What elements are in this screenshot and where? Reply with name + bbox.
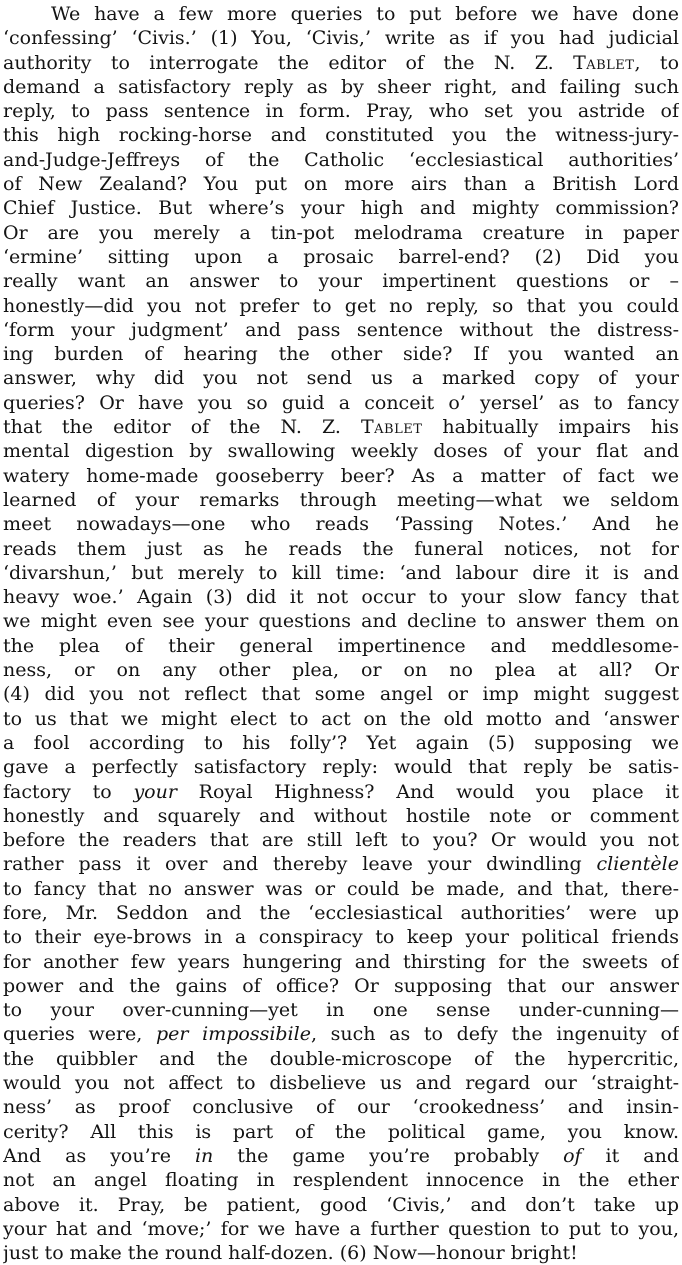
text-segment: for another few years hungering and thirsting for the sweets of [3,950,679,973]
text-segment: to us that we might elect to act on the old motto and ‘answer [3,707,679,730]
text-segment: ness, or on any other plea, or on no plea at all? Or [3,659,679,682]
text-segment: ‘ermine’ sitting upon a prosaic barrel-end? (2) Did you [3,245,679,268]
text-segment: We have a few more queries to put before we have done [51,3,679,25]
text-segment: a fool according to his folly’? Yet again (5) supposing we [3,731,679,754]
text-line [3,561,679,585]
text-line [3,852,679,876]
text-line [3,1120,679,1144]
text-line [3,1217,679,1241]
text-line [3,1071,679,1095]
text-line [3,682,679,706]
text-segment: the plea of their general impertinence and meddlesome- [3,634,679,657]
text-segment: ing burden of hearing the other side? If you wanted an [3,343,679,366]
text-segment: ness’ as proof conclusive of our ‘crookedness’ and insin- [3,1096,679,1119]
text-line [3,974,679,998]
text-segment: of New Zealand? You put on more airs than a British Lord [3,173,679,196]
text-line [3,901,679,925]
text-line [3,123,679,147]
italic-text: clientèle [596,853,679,876]
text-line [3,998,679,1022]
text-segment: (4) did you not reflect that some angel or imp might suggest [3,683,679,706]
text-segment: power and the gains of office? Or supposing that our answer [3,974,679,997]
text-line [3,1144,679,1168]
small-caps-text: Tablet [360,416,423,439]
text-line [3,172,679,196]
text-segment: queries? Or have you so guid a conceit o’ yersel’ as to fancy [3,391,679,414]
text-segment: above it. Pray, be patient, good ‘Civis,’ and don’t take up [3,1193,679,1216]
text-segment: that the editor of the N. Z. [3,416,361,439]
text-segment: demand a satisfactory reply as by sheer right, and failing such [3,75,679,98]
text-segment: ‘form your judgment’ and pass sentence without the distress- [3,318,679,341]
text-segment: mental digestion by swallowing weekly doses of your flat and [3,440,679,463]
text-segment: it and [581,1144,679,1167]
text-segment: we might even see your questions and decline to answer them on [3,610,679,633]
text-segment: learned of your remarks through meeting—what we seldom [3,488,679,511]
text-line [3,877,679,901]
text-segment: ‘confessing’ ‘Civis.’ (1) You, ‘Civis,’ write as if you had judicial [3,27,679,50]
text-line [3,1022,679,1046]
text-segment: Or are you merely a tin-pot melodrama creature in paper [3,221,679,244]
text-segment: factory to [3,780,134,803]
text-line [3,51,679,75]
text-line [3,148,679,172]
italic-text: in [194,1144,214,1167]
text-segment: watery home-made gooseberry beer? As a matter of fact we [3,464,679,487]
text-line [3,366,679,390]
text-line [3,196,679,220]
text-segment: fore, Mr. Seddon and the ‘ecclesiastical authorities’ were up [3,901,679,924]
text-segment: Chief Justice. But where’s your high and mighty commission? [3,197,679,220]
text-line [3,269,679,293]
text-segment: answer, why did you not send us a marked copy of your [3,367,679,390]
text-line [3,731,679,755]
text-segment: ‘divarshun,’ but merely to kill time: ‘and labour dire it is and [3,561,679,584]
text-line [3,2,679,26]
text-line [3,707,679,731]
text-segment: really want an answer to your impertinent questions or – [3,270,679,293]
text-line [3,439,679,463]
text-segment: meet nowadays—one who reads ‘Passing Notes.’ And he [3,513,679,536]
text-line [3,342,679,366]
text-line [3,828,679,852]
text-segment: and-Judge-Jeffreys of the Catholic ‘ecclesiastical authorities’ [3,148,679,171]
text-line [3,537,679,561]
text-line [3,99,679,123]
text-line [3,1168,679,1192]
text-segment: queries were, [3,1023,156,1046]
text-line [3,585,679,609]
italic-text: your [133,780,177,803]
text-segment: to your over-cunning—yet in one sense under-cunning— [3,999,679,1022]
text-line [3,488,679,512]
text-segment: not an angel floating in resplendent innocence in the ether [3,1169,679,1192]
text-segment: habitually impairs his [422,416,679,439]
text-line [3,1047,679,1071]
text-segment: just to make the round half-dozen. (6) Now—honour bright! [3,1242,578,1265]
text-segment: the game you’re probably [213,1144,564,1167]
text-line [3,1241,679,1265]
text-segment: heavy woe.’ Again (3) did it not occur to your slow fancy that [3,586,679,609]
text-line [3,294,679,318]
small-caps-text: Tablet [573,51,635,74]
text-line [3,512,679,536]
text-segment: before the readers that are still left to you? Or would you not [3,829,679,852]
text-line [3,755,679,779]
text-line [3,925,679,949]
text-segment: reads them just as he reads the funeral notices, not for [3,537,679,560]
text-segment: authority to interrogate the editor of the N. Z. [3,51,574,74]
text-line [3,391,679,415]
text-line [3,75,679,99]
text-segment: honestly—did you not prefer to get no reply, so that you could [3,294,679,317]
text-line [3,950,679,974]
text-line [3,26,679,50]
text-segment: to their eye-brows in a conspiracy to keep your political friends [3,926,679,949]
text-line [3,804,679,828]
text-segment: would you not affect to disbelieve us and regard our ‘straight- [3,1072,679,1095]
text-line [3,780,679,804]
article-body [3,2,679,1265]
text-segment: cerity? All this is part of the political game, you know. [3,1120,679,1143]
text-segment: to fancy that no answer was or could be made, and that, there- [3,877,679,900]
text-segment: , to [634,51,679,74]
italic-text: per impossibile [155,1023,311,1046]
text-line [3,1193,679,1217]
text-segment: this high rocking-horse and constituted you the witness-jury- [3,124,679,147]
text-segment: gave a perfectly satisfactory reply: would that reply be satis- [3,756,679,779]
text-segment: your hat and ‘move;’ for we have a further question to put to you, [3,1217,679,1240]
text-segment: rather pass it over and thereby leave your dwindling [3,853,597,876]
text-line [3,245,679,269]
text-segment: reply, to pass sentence in form. Pray, who set you astride of [3,100,679,123]
text-line [3,464,679,488]
text-segment: honestly and squarely and without hostile note or comment [3,804,679,827]
text-line [3,1095,679,1119]
text-segment: Royal Highness? And would you place it [176,780,679,803]
italic-text: of [563,1144,582,1167]
text-segment: And as you’re [3,1144,195,1167]
text-line [3,318,679,342]
text-line [3,658,679,682]
text-line [3,634,679,658]
text-line [3,221,679,245]
text-line [3,609,679,633]
text-line [3,415,679,439]
text-segment: the quibbler and the double-microscope of the hypercritic, [3,1047,679,1070]
text-segment: , such as to defy the ingenuity of [310,1023,679,1046]
